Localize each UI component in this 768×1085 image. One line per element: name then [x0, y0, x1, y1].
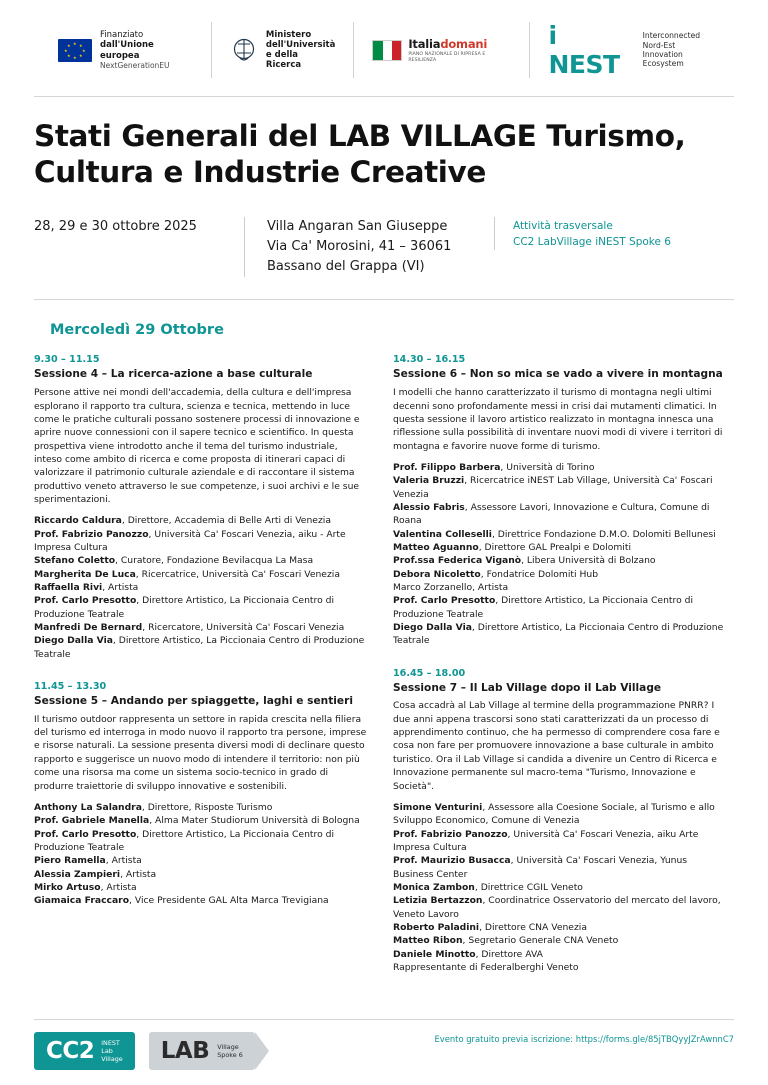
speaker-name: Alessia Zampieri — [34, 868, 121, 880]
speaker-name: Marco Zorzanello — [393, 581, 473, 593]
speaker-role: , Direttore AVA — [475, 948, 543, 960]
speaker-role: , Artista — [472, 581, 509, 593]
inest-wordmark: i NEST — [548, 21, 620, 79]
speaker-entry — [393, 581, 726, 594]
speaker-role: , Direttore CNA Venezia — [479, 921, 587, 933]
speaker-entry — [34, 881, 367, 894]
track-line2: CC2 LabVillage iNEST Spoke 6 — [513, 235, 671, 248]
speaker-name: Alessio Fabris — [393, 501, 465, 513]
speaker-name: Raffaella Rivi — [34, 581, 103, 593]
speaker-name: Simone Venturini — [393, 801, 483, 813]
speaker-role: , Direttore Artistico, La Piccionaia Centro di Produzione Teatrale — [34, 595, 334, 620]
ministero-line2: dell'Università — [265, 39, 336, 50]
speaker-name: Prof. Filippo Barbera — [393, 461, 501, 473]
speaker-name: Prof. Fabrizio Panozzo — [34, 528, 149, 540]
speaker-entry — [393, 594, 726, 621]
italiadomani-domani: domani — [440, 36, 488, 51]
speaker-name: Valeria Bruzzi — [393, 475, 465, 487]
speaker-role: , Artista — [102, 581, 139, 593]
logo-inest — [529, 22, 734, 78]
speaker-entry — [393, 921, 726, 934]
speaker-entry — [393, 474, 726, 501]
speaker-role: , Direttore, Accademia di Belle Arti di Venezia — [121, 515, 331, 527]
logo-ministero — [211, 22, 353, 78]
speaker-entry — [34, 594, 367, 621]
inest-tag-line3: Ecosystem — [642, 59, 684, 69]
eu-label-sub: NextGenerationEU — [100, 60, 170, 70]
italy-flag-icon — [372, 40, 402, 61]
speaker-entry — [393, 461, 726, 474]
speaker-role: , Artista — [105, 855, 142, 867]
speaker-role: , Coordinatrice Osservatorio del mercato del lavoro, Veneto Lavoro — [393, 895, 721, 920]
eu-label-line1: Finanziato — [100, 30, 144, 41]
speaker-role: , Ricercatrice iNEST Lab Village, Università Ca' Foscari Venezia — [393, 475, 713, 500]
track-line1: Attività trasversale — [513, 219, 613, 232]
speaker-entry — [393, 948, 726, 961]
event-dates: 28, 29 e 30 ottobre 2025 — [34, 218, 197, 234]
venue-city: Bassano del Grappa (VI) — [267, 259, 425, 275]
session-description: I modelli che hanno caratterizzato il turismo di montagna negli ultimi decenni sono profondamente messi in crisi dai mutamenti climatici. In questa sessione il lavoro artistico realizzato in montagna innesca una riflessione sulla possibilità di inventare nuovi modi di vivere i territori di montagna e favorire nuove forme di turismo. — [393, 387, 723, 452]
italiadomani-wordmark — [408, 37, 511, 51]
speaker-entry — [393, 554, 726, 567]
registration-note: Evento gratuito previa iscrizione: https://forms.gle/85jTBQyyJZrAwnnC7 — [434, 1034, 734, 1044]
speaker-name: Manfredi De Bernard — [34, 622, 143, 633]
speaker-role: , Università Ca' Foscari Venezia, Yunus Business Center — [393, 855, 688, 880]
speaker-role: , Curatore, Fondazione Bevilacqua La Masa — [115, 555, 314, 567]
speaker-entry — [34, 554, 367, 567]
eu-label-line2: dall'Unione europea — [100, 40, 154, 61]
speaker-name: Margherita De Luca — [34, 568, 136, 580]
ministero-line3: e della Ricerca — [265, 50, 302, 71]
info-divider — [34, 299, 734, 300]
speaker-name: Prof. Fabrizio Panozzo — [393, 828, 508, 840]
session-title: Sessione 7 – Il Lab Village dopo il Lab Village — [393, 681, 662, 694]
event-track — [494, 217, 734, 251]
speaker-name: Valentina Colleselli — [393, 528, 492, 540]
speaker-name: Rappresentante di Federalberghi Veneto — [393, 961, 579, 973]
speaker-entry — [34, 814, 367, 827]
cc2-badge-sub1: iNEST — [101, 1039, 120, 1047]
speaker-entry — [34, 581, 367, 594]
event-venue — [244, 217, 494, 277]
speaker-role: , Vice Presidente GAL Alta Marca Trevigiana — [129, 895, 329, 907]
eu-flag-icon: ★ ★ ★ ★ ★ ★ ★ ★ — [58, 39, 92, 62]
speaker-role: , Libera Università di Bolzano — [521, 555, 656, 567]
speaker-role: , Fondatrice Dolomiti Hub — [480, 568, 599, 580]
session-block — [34, 681, 367, 908]
speaker-entry — [393, 541, 726, 554]
session-title: Sessione 6 – Non so mica se vado a vivere in montagna — [393, 368, 723, 381]
speaker-entry — [34, 621, 367, 634]
speaker-entry — [34, 634, 367, 661]
speaker-entry — [393, 801, 726, 828]
speaker-entry — [34, 854, 367, 867]
speaker-name: Riccardo Caldura — [34, 515, 122, 527]
speaker-entry — [393, 501, 726, 528]
speaker-entry — [34, 868, 367, 881]
session-time: 9.30 – 11.15 — [34, 354, 100, 366]
speaker-name: Diego Dalla Via — [393, 622, 472, 633]
speaker-name: Mirko Artuso — [34, 881, 101, 893]
speaker-entry — [393, 961, 726, 974]
speaker-name: Prof. Maurizio Busacca — [393, 855, 511, 867]
session-block — [393, 354, 726, 647]
sessions-right-column — [393, 354, 726, 994]
speaker-name: Prof. Carlo Presotto — [34, 595, 137, 607]
sessions-left-column — [34, 354, 367, 994]
speaker-role: , Direttrice Fondazione D.M.O. Dolomiti Bellunesi — [491, 528, 716, 540]
cc2-badge-sub3: Village — [101, 1055, 123, 1063]
speaker-name: Stefano Coletto — [34, 555, 116, 567]
speaker-list — [393, 461, 726, 648]
speaker-role: , Università di Torino — [500, 461, 595, 473]
speaker-entry — [34, 801, 367, 814]
day-heading: Mercoledì 29 Ottobre — [50, 322, 224, 339]
venue-street: Via Ca' Morosini, 41 – 36061 — [267, 239, 452, 255]
speaker-name: Monica Zambon — [393, 881, 475, 893]
session-title: Sessione 4 – La ricerca-azione a base culturale — [34, 368, 313, 381]
session-title: Sessione 5 – Andando per spiaggette, laghi e sentieri — [34, 695, 353, 708]
speaker-role: , Direttore Artistico, La Piccionaia Centro di Produzione Teatrale — [34, 635, 365, 660]
logo-bar — [0, 0, 768, 88]
cc2-badge-title: CC2 — [46, 1038, 95, 1064]
lab-badge-title: LAB — [160, 1038, 210, 1064]
speaker-entry — [34, 894, 367, 907]
speaker-name: Debora Nicoletto — [393, 568, 481, 580]
session-description: Cosa accadrà al Lab Village al termine della programmazione PNRR? I due anni appena trascorsi sono stati caratterizzati da un processo di apprendimento continuo, che ha permesso di comprendere cosa fare e cosa non fare per promuovere innovazione a base culturale in ambito turistico. Ora il Lab Village si candida a divenire un Centro di Ricerca e Innovazione permanente sul macro-tema "Turismo, Innovazione e Società". — [393, 700, 720, 792]
session-block — [393, 668, 726, 975]
speaker-name: Giamaica Fraccaro — [34, 895, 130, 907]
sessions-columns — [34, 354, 734, 994]
session-time: 14.30 – 16.15 — [393, 354, 466, 366]
speaker-entry — [393, 854, 726, 881]
speaker-name: Prof. Carlo Presotto — [393, 595, 496, 607]
speaker-role: , Ricercatrice, Università Ca' Foscari Venezia — [135, 568, 340, 580]
speaker-name: Prof.ssa Federica Viganò — [393, 555, 522, 567]
header-divider — [34, 96, 734, 97]
lab-badge — [149, 1032, 255, 1070]
speaker-name: Daniele Minotto — [393, 948, 476, 960]
footer — [0, 1019, 768, 1085]
speaker-entry — [393, 621, 726, 648]
speaker-role: , Artista — [120, 868, 157, 880]
lab-badge-sub1: Village — [217, 1043, 239, 1051]
speaker-entry — [393, 568, 726, 581]
speaker-entry — [393, 881, 726, 894]
speaker-name: Anthony La Salandra — [34, 801, 142, 813]
speaker-entry — [34, 568, 367, 581]
lab-badge-sub2: Spoke 6 — [217, 1051, 243, 1059]
speaker-entry — [393, 894, 726, 921]
speaker-entry — [34, 528, 367, 555]
speaker-entry — [393, 528, 726, 541]
page-title: Stati Generali del LAB VILLAGE Turismo, Cultura e Industrie Creative — [34, 119, 686, 189]
speaker-name: Diego Dalla Via — [34, 635, 113, 647]
speaker-role: , Direttore Artistico, La Piccionaia Centro di Produzione Teatrale — [393, 622, 724, 647]
venue-name: Villa Angaran San Giuseppe — [267, 218, 448, 234]
speaker-list — [34, 801, 367, 908]
speaker-name: Letizia Bertazzon — [393, 895, 483, 907]
session-description: Persone attive nei mondi dell'accademia, della cultura e dell'impresa esplorano il rapporto tra cultura, scienza e tecnica, mettendo in luce come le pratiche culturali possano sostenere processi di innovazione e aprire nuove connessioni con il sapere tecnico e scientifico. In questa prospettiva viene introdotto anche il tema del turismo industriale, inteso come ambito di ricerca e come proposta di itinerari capaci di valorizzare il patrimonio culturale aziendale e di raccontare il sistema produttivo veneto attraverso le sue competenze, i suoi archivi e le sue sperimentazioni. — [34, 387, 360, 505]
speaker-role: , Direttore Artistico, La Piccionaia Centro di Produzione Teatrale — [34, 828, 334, 853]
speaker-name: Matteo Aguanno — [393, 541, 479, 553]
speaker-role: , Direttore, Risposte Turismo — [141, 801, 273, 813]
speaker-entry — [393, 828, 726, 855]
speaker-role: , Università Ca' Foscari Venezia, aiku Arte Impresa Cultura — [393, 828, 699, 853]
event-info-row — [34, 217, 734, 277]
italiadomani-italia: Italia — [408, 36, 441, 51]
speaker-entry — [34, 828, 367, 855]
speaker-name: Prof. Gabriele Manella — [34, 815, 150, 827]
session-description: Il turismo outdoor rappresenta un settore in rapida crescita nella filiera del turismo ed interroga in modo nuovo il rapporto tra persone, imprese e risorse naturali. La sessione presenta diversi modi di declinare questo rapporto e suggerisce un nuovo modo di intendere il territorio: non più come una risorsa ma come un sistema socio-tecnico in grado di produrre traiettorie di sviluppo innovative e sostenibili. — [34, 713, 367, 792]
speaker-name: Matteo Ribon — [393, 935, 463, 947]
speaker-role: , Assessore alla Coesione Sociale, al Turismo e allo Sviluppo Economico, Comune di Venezia — [393, 801, 715, 827]
speaker-name: Piero Ramella — [34, 855, 106, 867]
speaker-role: , Direttore Artistico, La Piccionaia Centro di Produzione Teatrale — [393, 595, 693, 620]
speaker-list — [393, 801, 726, 974]
inest-tag-line2: Nord-Est Innovation — [642, 40, 683, 59]
logo-italiadomani — [353, 22, 529, 78]
speaker-role: , Alma Mater Studiorum Università di Bologna — [149, 815, 360, 827]
speaker-role: , Direttore GAL Prealpi e Dolomiti — [478, 541, 632, 553]
session-time: 11.45 – 13.30 — [34, 681, 107, 693]
speaker-entry — [34, 514, 367, 527]
cc2-badge-sub2: Lab — [101, 1047, 113, 1055]
ministero-line1: Ministero — [265, 29, 312, 40]
republic-emblem-icon — [230, 35, 258, 65]
logo-eu — [34, 22, 211, 78]
speaker-list — [34, 514, 367, 661]
inest-tag-line1: Interconnected — [642, 31, 701, 41]
speaker-role: , Direttrice CGIL Veneto — [474, 881, 583, 893]
session-block — [34, 354, 367, 661]
speaker-role: , Ricercatore, Università Ca' Foscari Venezia — [142, 622, 345, 633]
speaker-name: Prof. Carlo Presotto — [34, 828, 137, 840]
speaker-role: , Assessore Lavori, Innovazione e Cultura, Comune di Roana — [393, 501, 710, 527]
speaker-role: , Segretario Generale CNA Veneto — [462, 935, 619, 947]
speaker-name: Roberto Paladini — [393, 921, 480, 933]
cc2-badge — [34, 1032, 135, 1070]
speaker-entry — [393, 934, 726, 947]
italiadomani-sub: PIANO NAZIONALE DI RIPRESA E RESILIENZA — [408, 51, 486, 63]
speaker-role: , Università Ca' Foscari Venezia, aiku - Arte Impresa Cultura — [34, 528, 346, 553]
speaker-role: , Artista — [100, 881, 137, 893]
session-time: 16.45 – 18.00 — [393, 667, 466, 679]
